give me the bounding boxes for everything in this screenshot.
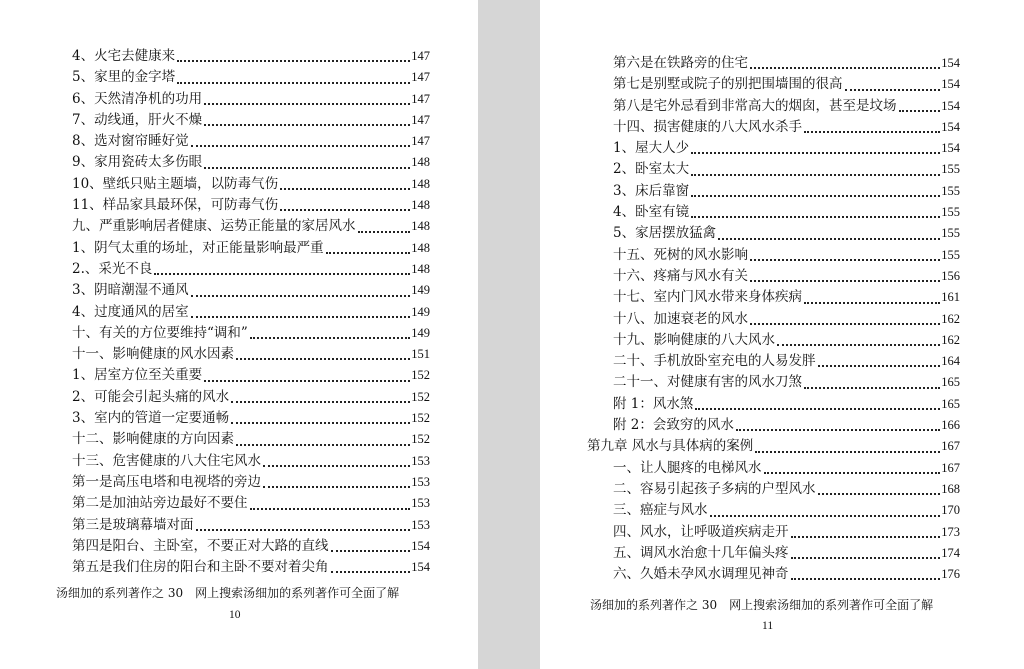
toc-entry — [72, 195, 430, 216]
dot-leader — [691, 195, 940, 197]
dot-leader — [695, 408, 940, 410]
toc-entry — [587, 479, 960, 500]
dot-leader — [204, 167, 410, 169]
toc-entry-title: 六、久婚未孕风水调理见神奇 — [613, 566, 789, 583]
toc-entry-page: 152 — [411, 389, 430, 404]
toc-entry-page: 155 — [941, 162, 960, 177]
dot-leader — [899, 110, 941, 112]
page-number-left: 10 — [229, 609, 241, 621]
dot-leader — [750, 323, 940, 325]
toc-entry-title: 三、癌症与风水 — [613, 502, 708, 519]
toc-entry — [72, 323, 430, 344]
toc-entry-title: 十、有关的方位要维持“调和” — [72, 324, 248, 341]
toc-entry-page: 153 — [411, 474, 430, 489]
dot-leader — [177, 82, 410, 84]
toc-entry — [587, 223, 960, 244]
dot-leader — [691, 174, 940, 176]
toc-entry-page: 155 — [941, 226, 960, 241]
dot-leader — [191, 295, 411, 297]
toc-entry-page: 149 — [411, 325, 430, 340]
toc-entry-title: 第二是加油站旁边最好不要住 — [72, 495, 248, 512]
toc-entry-title: 十三、危害健康的八大住宅风水 — [72, 452, 261, 469]
toc-entry-page: 162 — [941, 332, 960, 347]
page-footer-left: 汤细加的系列著作之 30 网上搜索汤细加的系列著作可全面了解 — [56, 586, 400, 600]
toc-entry — [72, 238, 430, 259]
toc-entry-title: 第九章 风水与具体病的案例 — [587, 438, 754, 455]
dot-leader — [204, 124, 410, 126]
toc-entry-page: 154 — [941, 56, 960, 70]
toc-entry-title: 十六、疼痛与风水有关 — [613, 267, 748, 284]
dot-leader — [331, 550, 411, 552]
toc-entry-page: 173 — [941, 524, 960, 539]
toc-entry — [72, 344, 430, 365]
toc-entry-title: 十五、死树的风水影响 — [613, 246, 748, 263]
toc-entry-page: 165 — [941, 396, 960, 411]
toc-entry-page: 155 — [941, 205, 960, 220]
dot-leader — [791, 557, 941, 559]
toc-entry-title: 3、阴暗潮湿不通风 — [72, 282, 189, 299]
dot-leader — [791, 536, 941, 538]
table-of-contents-left — [72, 46, 430, 578]
dot-leader — [236, 444, 410, 446]
dot-leader — [804, 131, 940, 133]
dot-leader — [718, 238, 940, 240]
toc-entry-title: 第四是阳台、主卧室，不要正对大路的直线 — [72, 537, 329, 554]
toc-entry — [587, 543, 960, 564]
page-footer-right: 汤细加的系列著作之 30 网上搜索汤细加的系列著作可全面了解 — [590, 598, 934, 612]
toc-entry-page: 168 — [941, 481, 960, 496]
toc-entry-page: 154 — [411, 560, 430, 575]
toc-entry-page: 148 — [411, 261, 430, 276]
toc-entry-title: 十七、室内门风水带来身体疾病 — [613, 289, 802, 306]
toc-entry-page: 147 — [411, 70, 430, 85]
toc-entry-title: 十四、损害健康的八大风水杀手 — [613, 118, 802, 135]
toc-entry — [72, 46, 430, 67]
toc-entry — [72, 408, 430, 429]
toc-entry-page: 165 — [941, 375, 960, 390]
dot-leader — [250, 508, 411, 510]
toc-entry-title: 十九、影响健康的八大风水 — [613, 331, 775, 348]
toc-entry-title: 4、火宅去健康来 — [72, 48, 176, 64]
toc-entry-page: 154 — [941, 98, 960, 113]
toc-entry-title: 第三是玻璃幕墙对面 — [72, 516, 194, 533]
toc-entry-page: 174 — [941, 545, 960, 560]
right-page — [540, 0, 1024, 669]
dot-leader — [750, 280, 940, 282]
dot-leader — [204, 380, 410, 382]
dot-leader — [750, 67, 940, 69]
toc-entry-title: 7、动线通，肝火不燥 — [72, 111, 203, 128]
toc-entry-title: 3、床后靠窗 — [613, 182, 690, 199]
toc-entry — [587, 500, 960, 521]
toc-entry-title: 十二、影响健康的方向因素 — [72, 431, 234, 448]
toc-entry-page: 148 — [411, 240, 430, 255]
dot-leader — [236, 358, 410, 360]
toc-entry-title: 9、家用瓷砖太多伤眼 — [72, 154, 203, 171]
toc-entry-title: 2、卧室太大 — [613, 161, 690, 178]
dot-leader — [750, 259, 940, 261]
toc-entry-page: 155 — [941, 247, 960, 262]
toc-entry-page: 147 — [411, 112, 430, 127]
toc-entry-page: 152 — [411, 411, 430, 426]
toc-entry-page: 154 — [411, 538, 430, 553]
toc-entry-page: 176 — [941, 567, 960, 582]
toc-entry-title: 十八、加速衰老的风水 — [613, 310, 748, 327]
toc-entry — [72, 365, 430, 386]
dot-leader — [691, 152, 940, 154]
dot-leader — [777, 344, 940, 346]
toc-entry-title: 九、严重影响居者健康、运势正能量的家居风水 — [72, 218, 356, 235]
toc-entry — [72, 387, 430, 408]
toc-entry-page: 154 — [941, 77, 960, 92]
dot-leader — [755, 451, 940, 453]
dot-leader — [818, 365, 941, 367]
toc-entry — [72, 152, 430, 173]
toc-entry-page: 161 — [941, 290, 960, 305]
toc-entry — [72, 259, 430, 280]
toc-entry-title: 附 1：风水煞 — [613, 395, 694, 412]
toc-entry — [72, 131, 430, 152]
dot-leader — [804, 302, 940, 304]
toc-entry-title: 8、选对窗帘睡好觉 — [72, 133, 189, 150]
toc-entry-page: 154 — [941, 119, 960, 134]
toc-entry-title: 1、屋大人少 — [613, 140, 690, 157]
toc-entry-title: 11、样品家具最环保，可防毒气伤 — [72, 197, 279, 214]
toc-entry-page: 148 — [411, 198, 430, 213]
toc-entry-page: 162 — [941, 311, 960, 326]
toc-entry — [587, 394, 960, 415]
toc-entry-page: 148 — [411, 176, 430, 191]
toc-entry-title: 2.、采光不良 — [72, 260, 153, 277]
toc-entry — [587, 351, 960, 372]
toc-entry-page: 152 — [411, 432, 430, 447]
toc-entry-title: 二、容易引起孩子多病的户型风水 — [613, 480, 816, 497]
toc-entry-title: 五、调风水治愈十几年偏头疼 — [613, 544, 789, 561]
toc-entry — [587, 287, 960, 308]
toc-entry — [72, 216, 430, 237]
toc-entry-page: 149 — [411, 304, 430, 319]
toc-entry — [72, 557, 430, 578]
dot-leader — [191, 316, 411, 318]
toc-entry-title: 二十、手机放卧室充电的人易发胖 — [613, 353, 816, 370]
toc-entry — [587, 138, 960, 159]
toc-entry-page: 166 — [941, 418, 960, 433]
toc-entry-page: 170 — [941, 503, 960, 518]
toc-entry-title: 二十一、对健康有害的风水刀煞 — [613, 374, 802, 391]
toc-entry — [72, 67, 430, 88]
dot-leader — [250, 337, 410, 339]
toc-entry-title: 4、过度通风的居室 — [72, 303, 189, 320]
toc-entry — [587, 96, 960, 117]
toc-entry-title: 5、家居摆放猛禽 — [613, 225, 717, 242]
toc-entry-title: 1、阴气太重的场址，对正能量影响最严重 — [72, 239, 324, 256]
toc-entry — [72, 493, 430, 514]
toc-entry — [72, 472, 430, 493]
toc-entry-title: 2、可能会引起头痛的风水 — [72, 388, 230, 405]
toc-entry — [587, 330, 960, 351]
toc-entry-title: 第六是在铁路旁的住宅 — [613, 55, 748, 71]
dot-leader — [177, 60, 410, 62]
toc-entry-page: 151 — [411, 347, 430, 362]
dot-leader — [191, 145, 411, 147]
toc-entry-page: 152 — [411, 368, 430, 383]
toc-entry — [587, 309, 960, 330]
dot-leader — [280, 209, 410, 211]
toc-entry-page: 156 — [941, 268, 960, 283]
toc-entry-title: 附 2：会致穷的风水 — [613, 417, 734, 434]
toc-entry-title: 3、室内的管道一定要通畅 — [72, 410, 230, 427]
toc-entry-title: 第七是别墅或院子的别把围墙围的很高 — [613, 76, 843, 93]
dot-leader — [804, 387, 940, 389]
toc-entry — [72, 89, 430, 110]
dot-leader — [263, 486, 410, 488]
dot-leader — [818, 493, 941, 495]
toc-entry — [72, 280, 430, 301]
toc-entry-page: 155 — [941, 183, 960, 198]
toc-entry — [72, 110, 430, 131]
toc-entry-page: 147 — [411, 134, 430, 149]
toc-entry — [72, 515, 430, 536]
toc-entry-page: 164 — [941, 354, 960, 369]
toc-entry-title: 一、让人腿疼的电梯风水 — [613, 459, 762, 476]
toc-entry — [587, 159, 960, 180]
toc-entry — [587, 372, 960, 393]
toc-entry — [587, 522, 960, 543]
toc-entry-title: 4、卧室有镜 — [613, 204, 690, 221]
toc-entry — [587, 458, 960, 479]
toc-entry — [587, 53, 960, 74]
toc-entry — [587, 245, 960, 266]
toc-entry — [72, 302, 430, 323]
toc-entry — [72, 536, 430, 557]
toc-entry — [587, 266, 960, 287]
toc-entry-title: 5、家里的金字塔 — [72, 69, 176, 86]
toc-entry-page: 153 — [411, 453, 430, 468]
toc-entry-page: 153 — [411, 496, 430, 511]
dot-leader — [736, 429, 940, 431]
toc-entry-page: 154 — [941, 141, 960, 156]
dot-leader — [231, 422, 410, 424]
toc-entry-title: 1、居室方位至关重要 — [72, 367, 203, 384]
dot-leader — [204, 103, 410, 105]
dot-leader — [331, 571, 411, 573]
left-page — [0, 0, 478, 669]
dot-leader — [280, 188, 410, 190]
toc-entry-title: 第八是宅外忌看到非常高大的烟囱，甚至是坟场 — [613, 97, 897, 114]
dot-leader — [764, 472, 941, 474]
dot-leader — [196, 529, 411, 531]
toc-entry — [72, 451, 430, 472]
toc-entry-title: 四、风水，让呼吸道疾病走开 — [613, 523, 789, 540]
table-of-contents-right — [587, 53, 960, 585]
toc-entry — [587, 415, 960, 436]
dot-leader — [791, 578, 941, 580]
toc-entry-page: 149 — [411, 283, 430, 298]
toc-entry — [587, 202, 960, 223]
toc-entry — [587, 74, 960, 95]
toc-entry-title: 第五是我们住房的阳台和主卧不要对着尖角 — [72, 559, 329, 576]
toc-entry-title: 6、天然清净机的功用 — [72, 90, 203, 107]
page-number-right: 11 — [762, 620, 774, 632]
toc-entry — [72, 174, 430, 195]
toc-entry — [587, 117, 960, 138]
toc-entry — [587, 564, 960, 585]
toc-entry-page: 147 — [411, 91, 430, 106]
toc-entry-page: 148 — [411, 155, 430, 170]
toc-entry-page: 167 — [941, 460, 960, 475]
toc-entry-page: 148 — [411, 219, 430, 234]
toc-entry-title: 10、壁纸只贴主题墙，以防毒气伤 — [72, 175, 279, 192]
toc-entry — [587, 181, 960, 202]
toc-entry-page: 167 — [941, 439, 960, 454]
dot-leader — [263, 465, 410, 467]
toc-entry-page: 153 — [411, 517, 430, 532]
toc-entry — [587, 436, 960, 457]
dot-leader — [710, 515, 941, 517]
dot-leader — [358, 231, 411, 233]
toc-entry — [72, 429, 430, 450]
toc-entry-page: 147 — [411, 49, 430, 63]
dot-leader — [845, 89, 941, 91]
dot-leader — [691, 216, 940, 218]
dot-leader — [326, 252, 411, 254]
dot-leader — [231, 401, 410, 403]
toc-entry-title: 十一、影响健康的风水因素 — [72, 346, 234, 363]
toc-entry-title: 第一是高压电塔和电视塔的旁边 — [72, 473, 261, 490]
dot-leader — [154, 273, 410, 275]
